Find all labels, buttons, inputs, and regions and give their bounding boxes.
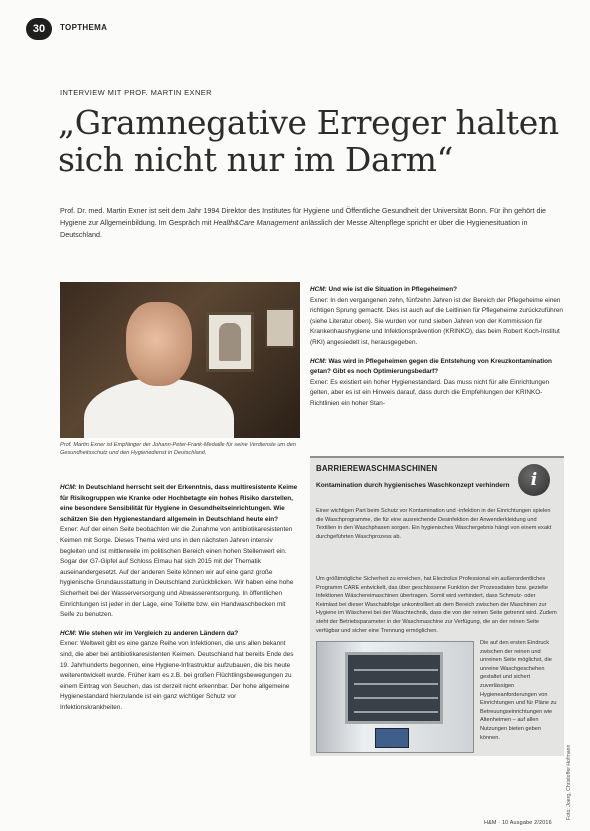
- person-body: [84, 378, 234, 438]
- machine-door: [345, 652, 443, 724]
- headline: „Gramnegative Erreger halten sich nicht nur im Darm“: [58, 103, 559, 179]
- control-panel: [375, 728, 409, 748]
- question: [60, 484, 297, 523]
- left-column: [60, 483, 300, 721]
- info-box-paragraph: Um größtmögliche Sicherheit zu erreichen, hat Electrolux Professional ein außerordentliches Programm CARE entwickelt, das über geschlossene Funktion der Prozessdaten bzw. gezielte Infektionen Wäschereimaschinen übertragen. Somit wird verhindert, dass Schmutz- oder Keimlast bei dieser Waschabfolge unkontrolliert ab dem Bereich zwischen der Maschinen zur Hygiene im Wäscherei bei der Waschtechnik, dass die von der reinen Seite getrennt wird. Zudem steht der Betriebsparameter in der Waschmaschine zur Verfügung, die an der reinen Seite verfügbar und sicher eine Trennung ermöglichen.: [316, 576, 557, 634]
- interview-exchange: [60, 629, 300, 714]
- info-box-title: BARRIEREWASCHMASCHINEN: [316, 464, 438, 473]
- frame-portrait: [219, 323, 241, 361]
- answer-label: Exner:: [310, 378, 329, 386]
- washing-machine-photo: [316, 641, 474, 753]
- info-box-paragraph: Die auf den ersten Eindruck zwischen der reinen und unreinen Seite möglichst, die unreine Waschgeschehen gestaltet und sichert zuverlässigen Hygieneanforderungen von Einrichtungen und für Pläne zu Betreuungseinrichtungen wie Altenheimen – auf allen Nutzungen bieten geben können.: [480, 640, 557, 741]
- portrait-photo: [60, 282, 300, 438]
- answer-text: Weltweit gibt es eine ganze Reihe von Infektionen, die uns allen bekannt sind, die aber bei antibiotikaresistenten Keimen. Deutschland hat bereits Ende des 19. Jahrhunderts begonnen, eine Hygiene-Infrastruktur aufzubauen, die bis heute weiterentwickelt wurde. Früher kam es z.B. bei großen Flüchtlingsbewegungen zu einem Eintrag von Seuchen, das ist derzeit nicht erkennbar. Der hohe allgemeine Hygienestandard hierzulande ist ein ganz wichtiger Schutz vor Infektionskrankheiten.: [60, 640, 294, 711]
- picture-frame-small: [265, 308, 295, 348]
- page-number-badge: 30: [26, 18, 52, 40]
- info-box: [310, 456, 564, 756]
- question-text: Und wie ist die Situation in Pflegeheimen?: [326, 286, 457, 293]
- rack: [354, 683, 438, 685]
- lead-text-end: anlässlich der Messe Altenpflege spricht er über die Hygienesituation in Deutschland.: [60, 218, 528, 239]
- answer-text: In den vergangenen zehn, fünfzehn Jahren ist der Bereich der Pflegeheime einen richtigen Sprung gemacht. Dies ist auch auf die Leitlinien für Pflegeheime zurückzuführen (siehe Literatur oben). Sie wurden vor rund sieben Jahren von der Kommission für Krankenhaushygiene und Infektionsprävention (KRINKO), das beim Robert Koch-Institut (RKI) angesiedelt ist, herausgegeben.: [310, 296, 563, 346]
- interview-exchange: [310, 357, 564, 410]
- answer-label: Exner:: [60, 640, 79, 648]
- question-text: Was wird in Pflegeheimen gegen die Entstehung von Kreuzkontamination getan? Gibt es noch Optimierungsbedarf?: [310, 357, 552, 376]
- rack: [354, 697, 438, 699]
- right-column: [310, 285, 564, 418]
- photo-caption: Prof. Martin Exner ist Empfänger der Johann-Peter-Frank-Medaille für seine Verdienste um den Gesundheitsschutz und den Hygienedienst in Deutschland.: [60, 442, 296, 456]
- lead-paragraph: [60, 205, 560, 241]
- question-text: In Deutschland herrscht seit der Erkenntnis, dass multiresistente Keime für Risikogruppen wie Kranke oder Hochbetagte ein hohes Risiko darstellen, eine besondere Sensibilität für Hygiene in Gesundheitseinrichtungen. Wie schätzen Sie den Hygienestandard allgemein in Deutschland heute ein?: [60, 484, 298, 523]
- person-head: [126, 302, 192, 386]
- magazine-name: Health&Care Management: [213, 218, 299, 227]
- answer-label: Exner:: [60, 526, 79, 534]
- interview-exchange: [310, 285, 564, 349]
- question: [60, 630, 238, 637]
- picture-frame: [206, 312, 254, 372]
- lead-text: Prof. Dr. med. Martin Exner ist seit dem Jahr 1994 Direktor des Institutes für Hygiene und Öffentliche Gesundheit der Universität Bonn. Für ihn gehört die Hygiene zur Allgemeinbildung. Im Gespräch mit: [60, 206, 547, 227]
- rack: [354, 669, 438, 671]
- question-text: Wie stehen wir im Vergleich zu anderen Ländern da?: [76, 629, 239, 637]
- question-label: HCM:: [310, 286, 327, 293]
- answer-label: Exner:: [310, 296, 329, 304]
- answer-text: Auf der einen Seite beobachten wir die Zunahme von antibiotikaresistenten Keimen mit Sorge. Dieses Thema wird uns in den nächsten Jahren intensiv begleiten und ist mittlerweile im politischen Bereich einen hohen Stellenwert ein. Sogar der G7-Gipfel auf Schloss Elmau hat sich 2015 mit der Thematik auseinandergesetzt. Auf der anderen Seite können wir auf eine ganz große hygienische Grundausstattung in Deutschland zurückblicken. Wir haben eine hohe Sicherheit bei der Wasserversorgung und Abwasserentsorgung. In öffentlichen Einrichtungen ist jeder in der Lage, eine Toilette bzw. ein Handwaschbecken mit Seife zu benutzen.: [60, 526, 294, 619]
- section-label: TOPTHEMA: [60, 23, 108, 32]
- info-box-paragraph: Einer wichtigen Part beim Schutz vor Kontamination und -infektion in der Einrichtungen spielen die Waschprogramme, die für eine ausreichende Desinfektion der Anwenderkleidung und Textilien in den Waschphasen sorgen. Ein hygienisches Waschergebnis hängt von einem exakt durchgeführten Waschprozess ab.: [316, 508, 552, 540]
- question: [310, 286, 457, 293]
- interview-exchange: [60, 483, 300, 621]
- question-label: HCM:: [60, 484, 77, 491]
- question-label: HCM:: [310, 357, 327, 365]
- footer: H&M · 10 Ausgabe 2/2016: [484, 820, 552, 826]
- info-icon: i: [518, 464, 550, 496]
- photo-credit: Foto: Joerg, Christoffer Hofmann: [566, 744, 572, 820]
- rack: [354, 711, 438, 713]
- answer-text: Es existiert ein hoher Hygienestandard. Das muss nicht für alle Einrichtungen gelten, aber es ist ein Hinweis darauf, dass durch die Empfehlungen der KRINKO-Richtlinien ein hoher Stan-: [310, 378, 550, 407]
- info-box-subtitle: Kontamination durch hygienisches Waschkonzept verhindern: [316, 482, 510, 489]
- kicker: INTERVIEW MIT PROF. MARTIN EXNER: [60, 88, 212, 97]
- question-label: HCM:: [60, 629, 77, 637]
- question: [310, 358, 552, 376]
